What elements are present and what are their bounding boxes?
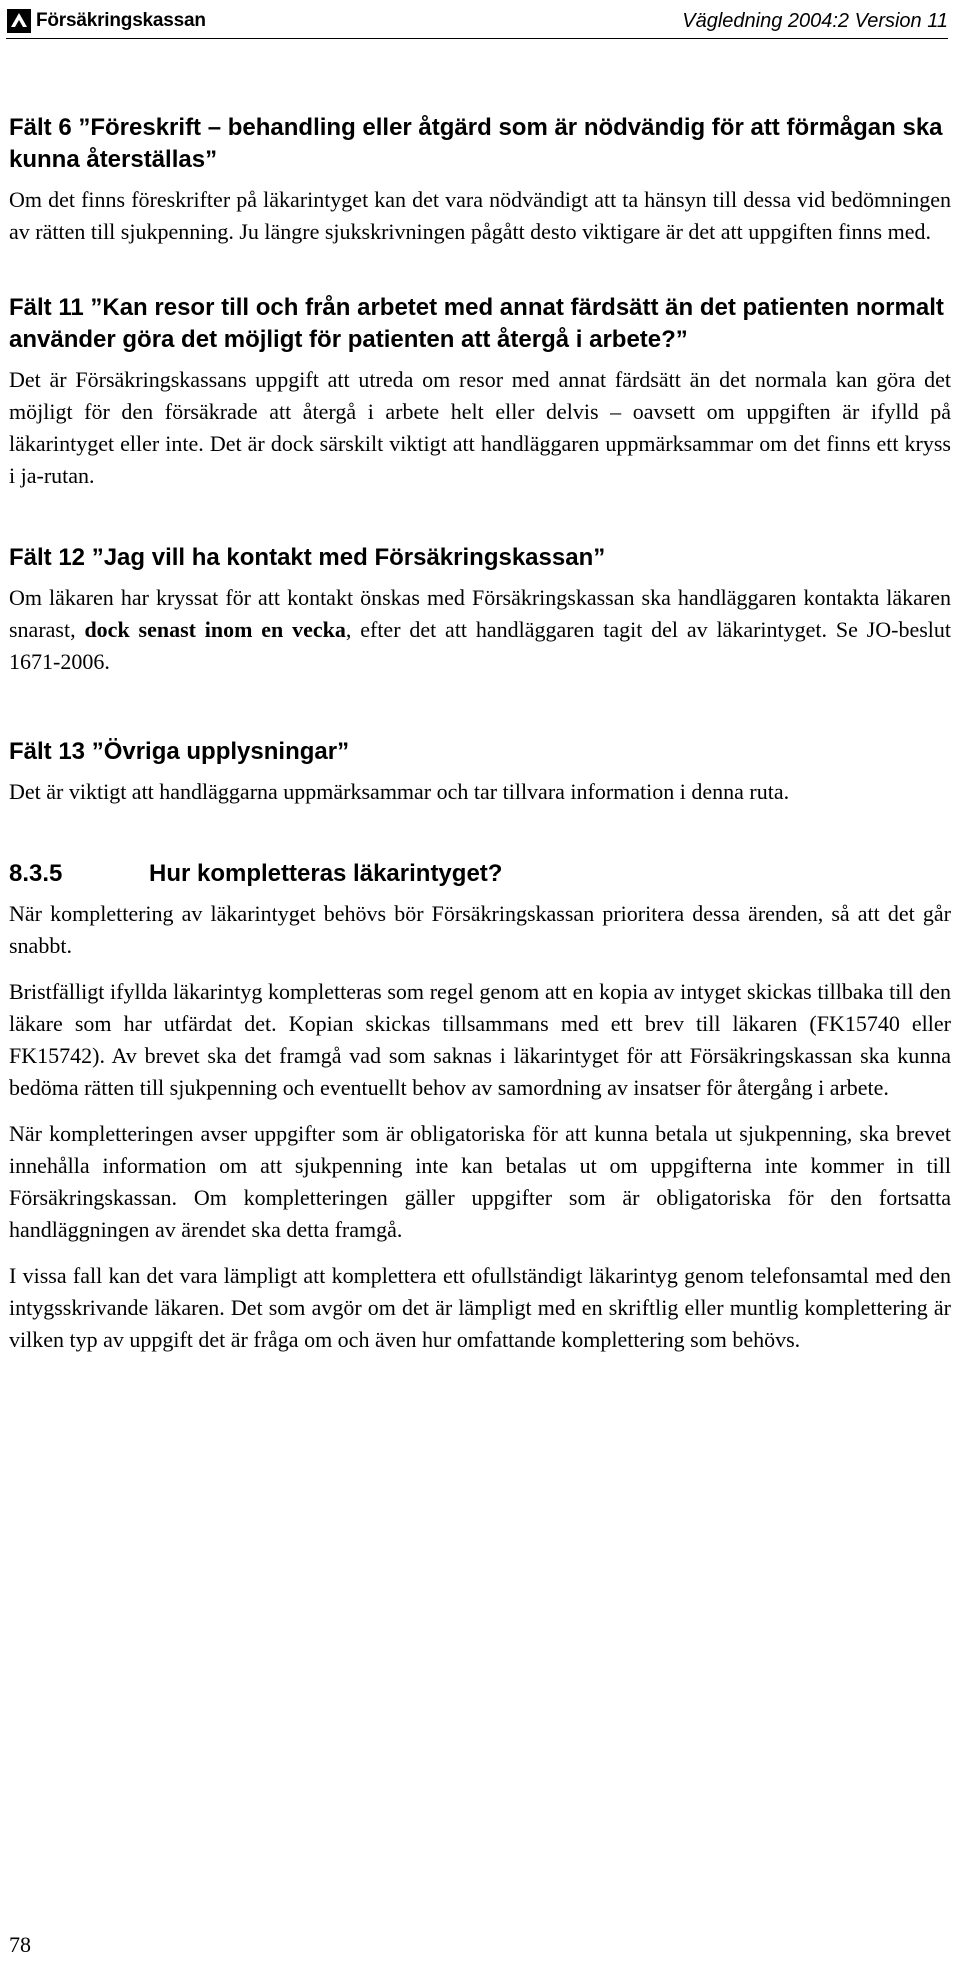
page-header	[0, 0, 960, 46]
section-heading: Fält 13 ”Övriga upplysningar”	[9, 738, 350, 765]
section-heading	[9, 858, 951, 890]
section-falt-13	[9, 736, 951, 808]
logo-icon	[6, 8, 32, 34]
document-version: Vägledning 2004:2 Version 11	[682, 10, 948, 32]
section-falt-11	[9, 292, 951, 492]
body-paragraph: När kompletteringen avser uppgifter som är obligatoriska för att kunna betala ut sjukpenning, ska brevet innehålla information om att sjukpenning inte kan betalas ut om uppgifterna inte kommer in till Försäkringskassan. Om kompletteringen gäller uppgifter som är obligatoriska för den fortsatta handläggningen av ärendet ska detta framgå.	[9, 1121, 951, 1242]
body-paragraph	[9, 582, 951, 678]
page-number: 78	[9, 1932, 31, 1957]
emphasized-text: dock senast inom en vecka	[84, 617, 346, 642]
section-falt-6	[9, 112, 951, 248]
body-paragraph: I vissa fall kan det vara lämpligt att komplettera ett ofullständigt läkarintyg genom telefonsamtal med den intygsskrivande läkaren. Det som avgör om det är lämpligt med en skriftlig eller muntlig komplettering är vilken typ av uppgift det är fråga om och även hur omfattande komplettering som behövs.	[9, 1263, 951, 1352]
section-number: 8.3.5	[9, 860, 63, 887]
section-falt-12	[9, 542, 951, 678]
section-heading: Fält 6 ”Föreskrift – behandling eller åtgärd som är nödvändig för att förmågan ska kunna återställas”	[9, 114, 943, 173]
section-title: Hur kompletteras läkarintyget?	[149, 860, 503, 887]
body-paragraph: Bristfälligt ifyllda läkarintyg kompletteras som regel genom att en kopia av intyget skickas tillbaka till den läkare som har utfärdat det. Kopian skickas tillsammans med ett brev till läkaren (FK15740 eller FK15742). Av brevet ska det framgå vad som saknas i läkarintyget för att Försäkringskassan ska kunna bedöma rätten till sjukpenning och eventuellt behov av samordning av insatser för återgång i arbete.	[9, 979, 951, 1100]
header-divider	[6, 38, 948, 39]
logo	[6, 8, 206, 34]
body-paragraph: Om det finns föreskrifter på läkarintyget kan det vara nödvändigt att ta hänsyn till dessa vid bedömningen av rätten till sjukpenning. Ju längre sjukskrivningen pågått desto viktigare är det att uppgiften finns med.	[9, 187, 951, 244]
body-paragraph: Det är Försäkringskassans uppgift att utreda om resor med annat färdsätt än det normala kan göra det möjligt för den försäkrade att återgå i arbete helt eller delvis – oavsett om uppgiften är ifylld på läkarintyget eller inte. Det är dock särskilt viktigt att handläggaren uppmärksammar om det finns ett kryss i ja-rutan.	[9, 367, 951, 488]
logo-text: Försäkringskassan	[36, 10, 206, 31]
body-paragraph: Det är viktigt att handläggarna uppmärksammar och tar tillvara information i denna ruta.	[9, 779, 790, 804]
paragraph-text: Om läkaren har kryssat för att kontakt önskas med Försäkringskassan ska handläggaren kontakta läkaren snarast,	[9, 585, 951, 642]
section-heading: Fält 12 ”Jag vill ha kontakt med Försäkringskassan”	[9, 544, 606, 571]
page-content	[9, 112, 951, 1370]
section-8-3-5	[9, 858, 951, 1356]
paragraph-text: , efter det att handläggaren tagit del av läkarintyget. Se JO-beslut 1671-2006.	[9, 617, 952, 674]
section-heading: Fält 11 ”Kan resor till och från arbetet med annat färdsätt än det patienten normalt använder göra det möjligt för patienten att återgå i arbete?”	[9, 294, 944, 353]
body-paragraph: När komplettering av läkarintyget behövs bör Försäkringskassan prioritera dessa ärenden, så att det går snabbt.	[9, 901, 951, 958]
